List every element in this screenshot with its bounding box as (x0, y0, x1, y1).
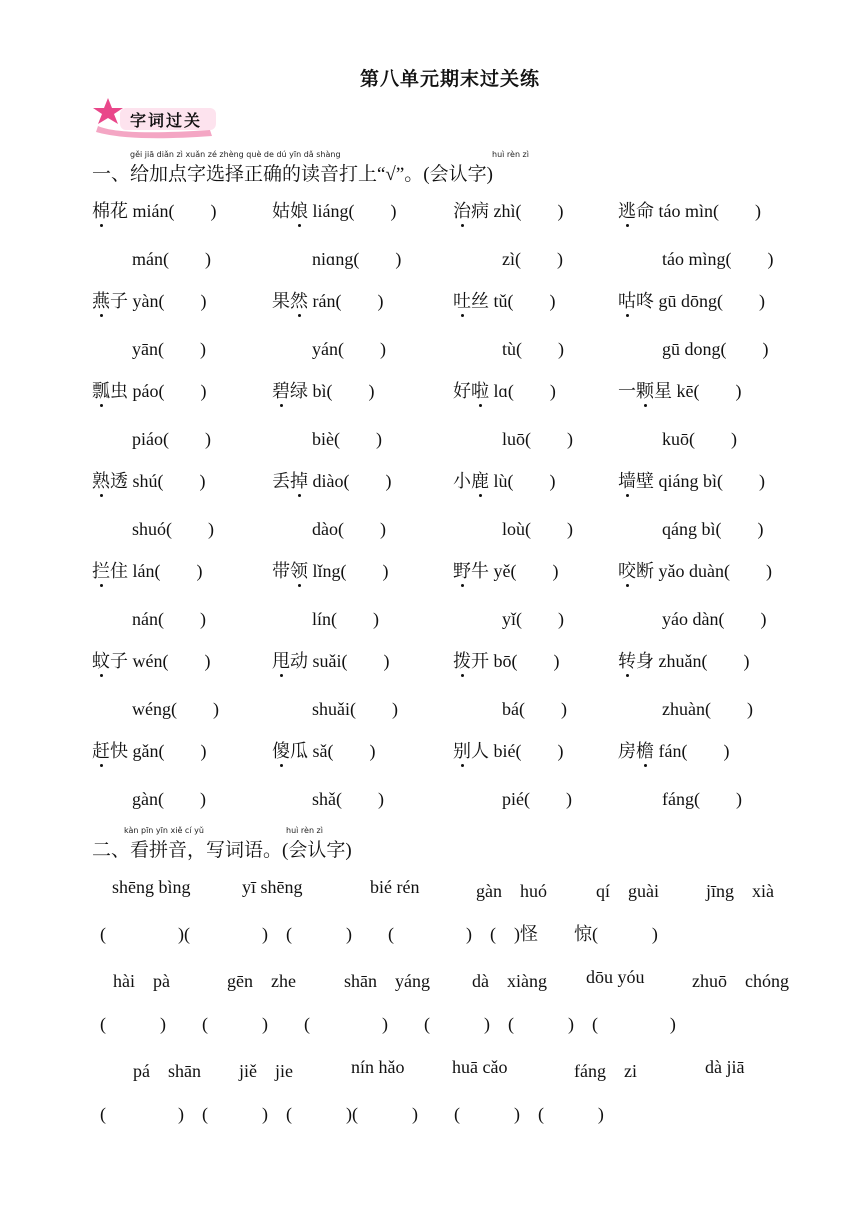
badge-label: 字词过关 (130, 111, 203, 130)
word-item (453, 287, 556, 313)
word-reading: lɑ( ) (489, 381, 556, 401)
alt-reading[interactable]: bá( ) (502, 699, 567, 719)
word-item (453, 647, 560, 673)
answer-blanks[interactable]: ( ) ( ) ( )( ) ( ) ( ) (100, 1104, 604, 1124)
alt-reading[interactable]: shǎ( ) (312, 789, 384, 809)
word-item (92, 557, 202, 583)
alt-reading[interactable]: loù( ) (502, 519, 573, 539)
answer-blanks[interactable]: ( )( ) ( ) ( ) ( )怪 惊( ) (100, 924, 658, 944)
word-char: 一 (618, 381, 636, 401)
alt-reading[interactable]: piáo( ) (132, 429, 211, 449)
word-item (272, 467, 391, 493)
dotted-char: 拨 (453, 647, 471, 673)
word-reading: 瓜 sǎ( ) (290, 741, 376, 761)
alt-reading[interactable]: yān( ) (132, 339, 206, 359)
word-item (272, 557, 389, 583)
dotted-char: 颗 (636, 377, 654, 403)
word-item (92, 197, 216, 223)
word-reading: 住 lán( ) (110, 561, 203, 581)
word-reading: lù( ) (489, 471, 556, 491)
word-item (92, 377, 206, 403)
pinyin-prompt: hài pà (113, 971, 170, 991)
word-char: 姑 (272, 201, 290, 221)
alt-reading[interactable]: yán( ) (312, 339, 386, 359)
word-char: 好 (453, 381, 471, 401)
word-reading: 命 táo mìn( ) (636, 201, 761, 221)
word-reading: 子 wén( ) (110, 651, 211, 671)
alt-reading[interactable]: zì( ) (502, 249, 563, 269)
alt-reading[interactable]: tù( ) (502, 339, 564, 359)
dotted-char: 咕 (618, 287, 636, 313)
dotted-char: 鹿 (471, 467, 489, 493)
word-item (272, 647, 389, 673)
word-item (618, 647, 749, 673)
word-item (618, 197, 761, 223)
word-reading: 动 suǎi( ) (290, 651, 390, 671)
word-item (92, 467, 206, 493)
word-item (618, 377, 741, 403)
alt-reading[interactable]: kuō( ) (662, 429, 737, 449)
pinyin-prompt: dà xiàng (472, 971, 547, 991)
dotted-char: 蚊 (92, 647, 110, 673)
alt-reading[interactable]: niɑng( ) (312, 249, 402, 269)
alt-reading[interactable]: zhuàn( ) (662, 699, 753, 719)
dotted-char: 啦 (471, 377, 489, 403)
page-title: 第八单元期末过关练 (360, 69, 541, 90)
pinyin-prompt: dà jiā (705, 1057, 745, 1077)
dotted-char: 拦 (92, 557, 110, 583)
dotted-char: 逃 (618, 197, 636, 223)
alt-reading[interactable]: yǐ( ) (502, 609, 564, 629)
dotted-char: 咬 (618, 557, 636, 583)
alt-reading[interactable]: mán( ) (132, 249, 211, 269)
alt-reading[interactable]: shuǎi( ) (312, 699, 398, 719)
pinyin-prompt: jīng xià (706, 881, 774, 901)
dotted-char: 墙 (618, 467, 636, 493)
word-item (92, 287, 206, 313)
dotted-char: 熟 (92, 467, 110, 493)
word-item (618, 287, 765, 313)
word-item (272, 377, 375, 403)
alt-reading[interactable]: dào( ) (312, 519, 386, 539)
pinyin-prompt: dōu yóu (586, 967, 645, 987)
word-reading: 壁 qiáng bì( ) (636, 471, 765, 491)
alt-reading[interactable]: táo mìng( ) (662, 249, 774, 269)
word-reading: rán( ) (308, 291, 384, 311)
pinyin-prompt: jiě jie (239, 1061, 293, 1081)
section2-pinyin: kàn pīn yīn xiě cí yǔ (124, 826, 204, 835)
dotted-char: 转 (618, 647, 636, 673)
word-reading: 开 bō( ) (471, 651, 560, 671)
alt-reading[interactable]: gàn( ) (132, 789, 206, 809)
word-item (272, 197, 396, 223)
dotted-char: 娘 (290, 197, 308, 223)
dotted-char: 赶 (92, 737, 110, 763)
word-reading: diào( ) (308, 471, 392, 491)
alt-reading[interactable]: wéng( ) (132, 699, 219, 719)
word-item (453, 467, 556, 493)
pinyin-prompt: gàn huó (476, 881, 547, 901)
word-reading: 子 yàn( ) (110, 291, 207, 311)
pinyin-prompt: fáng zi (574, 1061, 637, 1081)
word-reading: 快 gǎn( ) (110, 741, 207, 761)
word-item (272, 287, 383, 313)
dotted-char: 吐 (453, 287, 471, 313)
word-char: 房 (618, 741, 636, 761)
word-char: 丢 (272, 471, 290, 491)
pinyin-prompt: pá shān (133, 1061, 201, 1081)
word-item (618, 467, 765, 493)
word-reading: 身 zhuǎn( ) (636, 651, 750, 671)
alt-reading[interactable]: nán( ) (132, 609, 206, 629)
word-reading: 病 zhì( ) (471, 201, 564, 221)
word-reading: 透 shú( ) (110, 471, 206, 491)
alt-reading[interactable]: shuó( ) (132, 519, 214, 539)
pinyin-prompt: gēn zhe (227, 971, 296, 991)
word-reading: 花 mián( ) (110, 201, 217, 221)
alt-reading[interactable]: yáo dàn( ) (662, 609, 767, 629)
word-item (453, 557, 558, 583)
alt-reading[interactable]: biè( ) (312, 429, 382, 449)
word-reading: liáng( ) (308, 201, 397, 221)
word-char: 果 (272, 291, 290, 311)
section1-pinyin-tail: huì rèn zì (492, 150, 529, 159)
pinyin-prompt: zhuō chóng (692, 971, 789, 991)
section1-heading: 一、给加点字选择正确的读音打上“√”。(会认字) (92, 164, 493, 185)
dotted-char: 别 (453, 737, 471, 763)
word-reading: 虫 páo( ) (110, 381, 207, 401)
word-item (618, 557, 772, 583)
pinyin-prompt: shēng bìng (112, 877, 191, 897)
word-item (92, 737, 206, 763)
pinyin-prompt: nín hǎo (351, 1057, 405, 1077)
alt-reading[interactable]: qáng bì( ) (662, 519, 764, 539)
pinyin-prompt: yī shēng (242, 877, 303, 897)
word-item (92, 647, 210, 673)
word-char: 小 (453, 471, 471, 491)
word-reading: 丝 tǔ( ) (471, 291, 556, 311)
alt-reading[interactable]: luō( ) (502, 429, 573, 449)
word-reading: lǐng( ) (308, 561, 389, 581)
answer-blanks[interactable]: ( ) ( ) ( ) ( ) ( ) ( ) (100, 1014, 676, 1034)
word-reading: fán( ) (654, 741, 730, 761)
dotted-char: 然 (290, 287, 308, 313)
section2-heading: 二、看拼音，写词语。(会认字) (92, 840, 352, 861)
dotted-char: 傻 (272, 737, 290, 763)
dotted-char: 掉 (290, 467, 308, 493)
dotted-char: 檐 (636, 737, 654, 763)
word-reading: 牛 yě( ) (471, 561, 559, 581)
dotted-char: 治 (453, 197, 471, 223)
word-item (272, 737, 375, 763)
dotted-char: 燕 (92, 287, 110, 313)
star-icon (93, 98, 123, 124)
word-item (453, 377, 556, 403)
alt-reading[interactable]: fáng( ) (662, 789, 742, 809)
section2-pinyin-tail: huì rèn zì (286, 826, 323, 835)
word-reading: 人 bié( ) (471, 741, 564, 761)
section1-pinyin: gěi jiā diǎn zì xuǎn zé zhèng què de dú yīn dǎ shàng (130, 150, 341, 159)
word-item (453, 737, 563, 763)
pinyin-prompt: qí guài (596, 881, 659, 901)
word-reading: 星 kē( ) (654, 381, 742, 401)
dotted-char: 野 (453, 557, 471, 583)
dotted-char: 瓢 (92, 377, 110, 403)
pinyin-prompt: bié rén (370, 877, 420, 897)
word-item (453, 197, 563, 223)
alt-reading[interactable]: pié( ) (502, 789, 572, 809)
word-reading: 咚 gū dōng( ) (636, 291, 765, 311)
word-reading: 绿 bì( ) (290, 381, 375, 401)
dotted-char: 碧 (272, 377, 290, 403)
dotted-char: 甩 (272, 647, 290, 673)
dotted-char: 棉 (92, 197, 110, 223)
pinyin-prompt: huā cǎo (452, 1057, 508, 1077)
word-item (618, 737, 729, 763)
word-reading: 断 yǎo duàn( ) (636, 561, 772, 581)
pinyin-prompt: shān yáng (344, 971, 430, 991)
alt-reading[interactable]: gū dong( ) (662, 339, 769, 359)
word-char: 带 (272, 561, 290, 581)
dotted-char: 领 (290, 557, 308, 583)
alt-reading[interactable]: lín( ) (312, 609, 379, 629)
